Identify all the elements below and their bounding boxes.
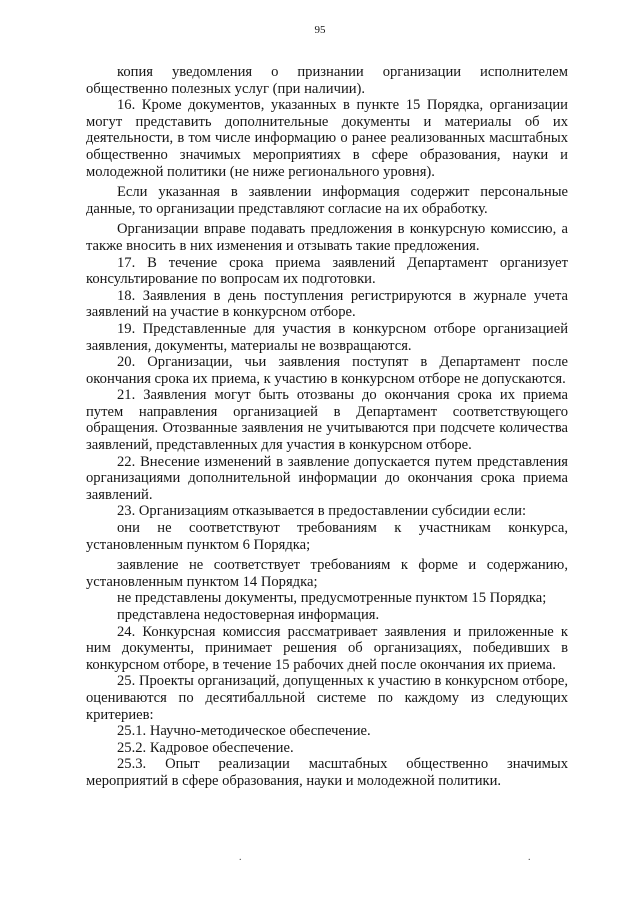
paragraph: 17. В течение срока приема заявлений Департамент организует консультирование по вопросам их подготовки. [86,254,568,288]
paragraph: 20. Организации, чьи заявления поступят в Департамент после окончания срока их приема, к участию в конкурсном отборе не допускаются. [86,354,568,387]
paragraph: 25.3. Опыт реализации масштабных общественно значимых мероприятий в сфере образования, науки и молодежной политики. [86,756,568,789]
paragraph: 24. Конкурсная комиссия рассматривает заявления и приложенные к ним документы, принимает решения об организациях, победивших в конкурсном отборе, в течение 15 рабочих дней после окончания их приема. [86,623,568,673]
paragraph: 25. Проекты организаций, допущенных к участию в конкурсном отборе, оцениваются по десятибалльной системе по каждому из следующих критериев: [86,673,568,723]
paragraph: они не соответствуют требованиям к участникам конкурса, установленным пунктом 6 Порядка; [86,520,568,553]
paragraph: заявление не соответствует требованиям к форме и содержанию, установленным пунктом 14 Порядка; [86,557,568,590]
paragraph: 16. Кроме документов, указанных в пункте 15 Порядка, организации могут представить дополнительные документы и материалы об их деятельности, в том числе информацию о ранее реализованных масштабных общественно значимых мероприятиях в сфере образования, науки и молодежной политики (не ниже регионального уровня). [86,97,568,180]
page-number: 95 [314,24,326,36]
paragraph: 21. Заявления могут быть отозваны до окончания срока их приема путем направления организацией в Департамент соответствующего обращения. Отозванные заявления не учитываются при подсчете количества заявлений, представленных для участия в конкурсном отборе. [86,387,568,454]
paragraph: копия уведомления о признании организации исполнителем общественно полезных услуг (при наличии). [86,64,568,97]
paragraph: не представлены документы, предусмотренные пунктом 15 Порядка; [117,590,547,607]
paragraph: 23. Организациям отказывается в предоставлении субсидии если: [117,503,527,520]
paragraph: 18. Заявления в день поступления регистрируются в журнале учета заявлений на участие в конкурсном отборе. [86,287,568,321]
paragraph: Если указанная в заявлении информация содержит персональные данные, то организации представляют согласие на их обработку. [86,184,568,217]
document-body [86,64,568,790]
paragraph: представлена недостоверная информация. [117,607,380,623]
paragraph: 22. Внесение изменений в заявление допускается путем представления организациями дополнительной информации до окончания срока приема заявлений. [86,453,568,503]
paragraph: 25.1. Научно-методическое обеспечение. [117,723,371,740]
paragraph: Организации вправе подавать предложения в конкурсную комиссию, а также вносить в них изменения и отзывать такие предложения. [86,221,568,254]
scan-speck: . [239,852,242,863]
paragraph: 25.2. Кадровое обеспечение. [117,739,294,756]
paragraph: 19. Представленные для участия в конкурсном отборе организацией заявления, документы, материалы не возвращаются. [86,320,568,354]
scan-speck: . [528,852,531,863]
